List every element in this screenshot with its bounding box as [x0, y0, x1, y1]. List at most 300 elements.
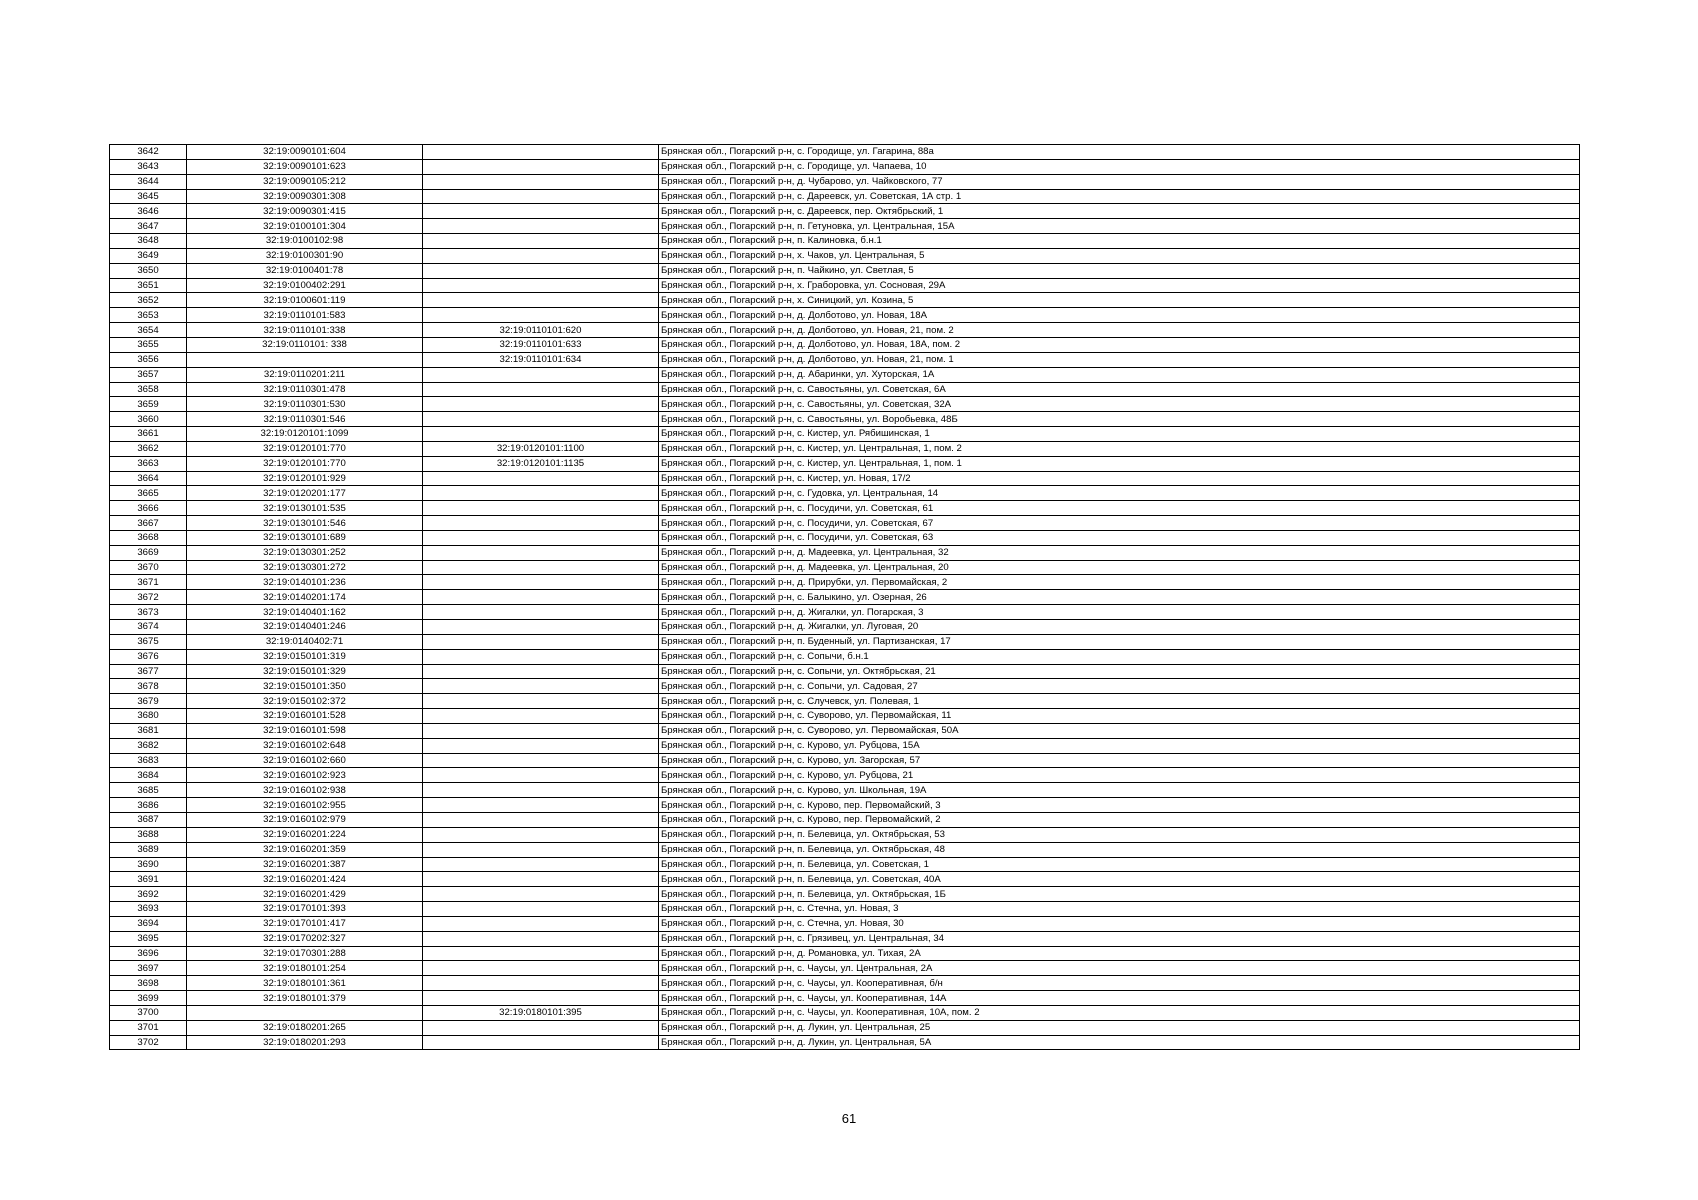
address-cell: Брянская обл., Погарский р-н, с. Дареевск, пер. Октябрьский, 1 — [659, 204, 1580, 219]
row-number-cell: 3674 — [110, 620, 187, 635]
object-number-cell — [423, 649, 659, 664]
address-cell: Брянская обл., Погарский р-н, с. Курово, пер. Первомайский, 3 — [659, 798, 1580, 813]
cadastral-number-cell: 32:19:0090101:623 — [187, 159, 423, 174]
address-cell: Брянская обл., Погарский р-н, п. Белевица, ул. Советская, 1 — [659, 857, 1580, 872]
row-number-cell: 3659 — [110, 397, 187, 412]
object-number-cell — [423, 219, 659, 234]
object-number-cell — [423, 976, 659, 991]
table-row — [110, 397, 1580, 412]
table-row — [110, 620, 1580, 635]
row-number-cell: 3664 — [110, 471, 187, 486]
address-cell: Брянская обл., Погарский р-н, с. Балыкино, ул. Озерная, 26 — [659, 590, 1580, 605]
cadastral-number-cell: 32:19:0150102:372 — [187, 694, 423, 709]
object-number-cell — [423, 872, 659, 887]
object-number-cell — [423, 545, 659, 560]
table-row — [110, 337, 1580, 352]
table-row — [110, 545, 1580, 560]
row-number-cell: 3655 — [110, 337, 187, 352]
object-number-cell — [423, 516, 659, 531]
address-cell: Брянская обл., Погарский р-н, с. Посудичи, ул. Советская, 63 — [659, 530, 1580, 545]
row-number-cell: 3679 — [110, 694, 187, 709]
table-row — [110, 634, 1580, 649]
cadastral-number-cell: 32:19:0180201:265 — [187, 1020, 423, 1035]
row-number-cell: 3676 — [110, 649, 187, 664]
address-cell: Брянская обл., Погарский р-н, с. Савостьяны, ул. Советская, 6А — [659, 382, 1580, 397]
address-cell: Брянская обл., Погарский р-н, п. Чайкино, ул. Светлая, 5 — [659, 263, 1580, 278]
cadastral-number-cell: 32:19:0130101:535 — [187, 501, 423, 516]
address-cell: Брянская обл., Погарский р-н, с. Грязивец, ул. Центральная, 34 — [659, 931, 1580, 946]
table-row — [110, 248, 1580, 263]
address-cell: Брянская обл., Погарский р-н, д. Долботово, ул. Новая, 18А, пом. 2 — [659, 337, 1580, 352]
address-cell: Брянская обл., Погарский р-н, п. Белевица, ул. Советская, 40А — [659, 872, 1580, 887]
cadastral-number-cell: 32:19:0100101:304 — [187, 219, 423, 234]
address-cell: Брянская обл., Погарский р-н, с. Чаусы, ул. Центральная, 2А — [659, 961, 1580, 976]
table-row — [110, 753, 1580, 768]
object-number-cell — [423, 946, 659, 961]
cadastral-number-cell: 32:19:0130101:689 — [187, 530, 423, 545]
address-cell: Брянская обл., Погарский р-н, с. Суворово, ул. Первомайская, 11 — [659, 709, 1580, 724]
table-row — [110, 694, 1580, 709]
table-row — [110, 738, 1580, 753]
row-number-cell: 3675 — [110, 634, 187, 649]
table-row — [110, 486, 1580, 501]
object-number-cell — [423, 827, 659, 842]
object-number-cell — [423, 412, 659, 427]
row-number-cell: 3687 — [110, 812, 187, 827]
object-number-cell: 32:19:0120101:1135 — [423, 456, 659, 471]
address-cell: Брянская обл., Погарский р-н, п. Калиновка, б.н.1 — [659, 234, 1580, 249]
cadastral-number-cell: 32:19:0160101:598 — [187, 723, 423, 738]
page-number: 61 — [841, 1111, 857, 1126]
object-number-cell — [423, 1020, 659, 1035]
row-number-cell: 3685 — [110, 783, 187, 798]
cadastral-number-cell: 32:19:0100601:119 — [187, 293, 423, 308]
address-cell: Брянская обл., Погарский р-н, д. Лукин, ул. Центральная, 25 — [659, 1020, 1580, 1035]
address-cell: Брянская обл., Погарский р-н, д. Романовка, ул. Тихая, 2А — [659, 946, 1580, 961]
object-number-cell: 32:19:0110101:634 — [423, 352, 659, 367]
row-number-cell: 3665 — [110, 486, 187, 501]
table-row — [110, 768, 1580, 783]
object-number-cell — [423, 590, 659, 605]
table-row — [110, 367, 1580, 382]
row-number-cell: 3701 — [110, 1020, 187, 1035]
table-row — [110, 709, 1580, 724]
row-number-cell: 3646 — [110, 204, 187, 219]
object-number-cell — [423, 204, 659, 219]
address-cell: Брянская обл., Погарский р-н, с. Чаусы, ул. Кооперативная, б/н — [659, 976, 1580, 991]
address-cell: Брянская обл., Погарский р-н, х. Синицкий, ул. Козина, 5 — [659, 293, 1580, 308]
cadastral-number-cell: 32:19:0160201:429 — [187, 887, 423, 902]
object-number-cell — [423, 857, 659, 872]
object-number-cell — [423, 486, 659, 501]
cadastral-number-cell: 32:19:0090105:212 — [187, 174, 423, 189]
cadastral-number-cell: 32:19:0160201:424 — [187, 872, 423, 887]
table-row — [110, 902, 1580, 917]
table-row — [110, 516, 1580, 531]
object-number-cell — [423, 575, 659, 590]
address-cell: Брянская обл., Погарский р-н, с. Сопычи, ул. Октябрьская, 21 — [659, 664, 1580, 679]
address-cell: Брянская обл., Погарский р-н, с. Чаусы, ул. Кооперативная, 14А — [659, 991, 1580, 1006]
cadastral-number-cell: 32:19:0170101:393 — [187, 902, 423, 917]
object-number-cell — [423, 397, 659, 412]
object-number-cell — [423, 189, 659, 204]
cadastral-number-cell: 32:19:0110101: 338 — [187, 337, 423, 352]
row-number-cell: 3649 — [110, 248, 187, 263]
object-number-cell: 32:19:0180101:395 — [423, 1005, 659, 1020]
table-row — [110, 219, 1580, 234]
address-cell: Брянская обл., Погарский р-н, с. Кистер, ул. Центральная, 1, пом. 2 — [659, 441, 1580, 456]
address-cell: Брянская обл., Погарский р-н, д. Мадеевка, ул. Центральная, 20 — [659, 560, 1580, 575]
row-number-cell: 3642 — [110, 145, 187, 160]
address-cell: Брянская обл., Погарский р-н, с. Курово, ул. Рубцова, 15А — [659, 738, 1580, 753]
cadastral-number-cell: 32:19:0110301:530 — [187, 397, 423, 412]
cadastral-number-cell: 32:19:0100301:90 — [187, 248, 423, 263]
cadastral-number-cell: 32:19:0180201:293 — [187, 1035, 423, 1050]
row-number-cell: 3654 — [110, 323, 187, 338]
table-row — [110, 783, 1580, 798]
address-cell: Брянская обл., Погарский р-н, с. Кистер, ул. Рябишинская, 1 — [659, 427, 1580, 442]
address-cell: Брянская обл., Погарский р-н, п. Гетуновка, ул. Центральная, 15А — [659, 219, 1580, 234]
row-number-cell: 3650 — [110, 263, 187, 278]
row-number-cell: 3645 — [110, 189, 187, 204]
address-cell: Брянская обл., Погарский р-н, с. Курово, пер. Первомайский, 2 — [659, 812, 1580, 827]
table-row — [110, 174, 1580, 189]
cadastral-number-cell: 32:19:0150101:319 — [187, 649, 423, 664]
table-row — [110, 664, 1580, 679]
address-cell: Брянская обл., Погарский р-н, д. Мадеевка, ул. Центральная, 32 — [659, 545, 1580, 560]
row-number-cell: 3651 — [110, 278, 187, 293]
object-number-cell — [423, 634, 659, 649]
object-number-cell — [423, 768, 659, 783]
table-row — [110, 427, 1580, 442]
table-row — [110, 887, 1580, 902]
cadastral-number-cell: 32:19:0160102:938 — [187, 783, 423, 798]
row-number-cell: 3688 — [110, 827, 187, 842]
row-number-cell: 3670 — [110, 560, 187, 575]
object-number-cell — [423, 174, 659, 189]
address-cell: Брянская обл., Погарский р-н, д. Долботово, ул. Новая, 18А — [659, 308, 1580, 323]
row-number-cell: 3648 — [110, 234, 187, 249]
address-cell: Брянская обл., Погарский р-н, д. Долботово, ул. Новая, 21, пом. 2 — [659, 323, 1580, 338]
cadastral-number-cell: 32:19:0160102:955 — [187, 798, 423, 813]
cadastral-number-cell: 32:19:0090301:308 — [187, 189, 423, 204]
table-row — [110, 471, 1580, 486]
cadastral-number-cell: 32:19:0100402:291 — [187, 278, 423, 293]
row-number-cell: 3698 — [110, 976, 187, 991]
cadastral-number-cell: 32:19:0170202:327 — [187, 931, 423, 946]
table-row — [110, 278, 1580, 293]
table-row — [110, 145, 1580, 160]
address-cell: Брянская обл., Погарский р-н, с. Курово, ул. Рубцова, 21 — [659, 768, 1580, 783]
table-row — [110, 323, 1580, 338]
cadastral-number-cell — [187, 1005, 423, 1020]
row-number-cell: 3683 — [110, 753, 187, 768]
object-number-cell — [423, 427, 659, 442]
cadastral-number-cell: 32:19:0110301:546 — [187, 412, 423, 427]
row-number-cell: 3669 — [110, 545, 187, 560]
cadastral-number-cell: 32:19:0110201:211 — [187, 367, 423, 382]
object-number-cell — [423, 367, 659, 382]
row-number-cell: 3656 — [110, 352, 187, 367]
cadastral-number-cell: 32:19:0100401:78 — [187, 263, 423, 278]
row-number-cell: 3672 — [110, 590, 187, 605]
address-cell: Брянская обл., Погарский р-н, с. Курово, ул. Школьная, 19А — [659, 783, 1580, 798]
cadastral-number-cell: 32:19:0130301:252 — [187, 545, 423, 560]
row-number-cell: 3691 — [110, 872, 187, 887]
table-row — [110, 1035, 1580, 1050]
row-number-cell: 3686 — [110, 798, 187, 813]
object-number-cell: 32:19:0120101:1100 — [423, 441, 659, 456]
object-number-cell — [423, 145, 659, 160]
object-number-cell — [423, 278, 659, 293]
cadastral-number-cell: 32:19:0160201:387 — [187, 857, 423, 872]
table-row — [110, 812, 1580, 827]
table-row — [110, 857, 1580, 872]
table-row — [110, 456, 1580, 471]
cadastral-number-cell: 32:19:0090301:415 — [187, 204, 423, 219]
table-row — [110, 1020, 1580, 1035]
table-row — [110, 991, 1580, 1006]
cadastral-number-cell: 32:19:0160102:923 — [187, 768, 423, 783]
cadastral-number-cell: 32:19:0140101:236 — [187, 575, 423, 590]
object-number-cell — [423, 783, 659, 798]
table-row — [110, 501, 1580, 516]
registry-table-body — [110, 145, 1580, 1050]
address-cell: Брянская обл., Погарский р-н, д. Абаринки, ул. Хуторская, 1А — [659, 367, 1580, 382]
address-cell: Брянская обл., Погарский р-н, п. Белевица, ул. Октябрьская, 1Б — [659, 887, 1580, 902]
object-number-cell — [423, 530, 659, 545]
table-row — [110, 352, 1580, 367]
object-number-cell — [423, 159, 659, 174]
table-row — [110, 916, 1580, 931]
cadastral-number-cell: 32:19:0110101:583 — [187, 308, 423, 323]
property-registry-table — [109, 144, 1580, 1050]
table-row — [110, 798, 1580, 813]
row-number-cell: 3700 — [110, 1005, 187, 1020]
cadastral-number-cell: 32:19:0170101:417 — [187, 916, 423, 931]
cadastral-number-cell: 32:19:0170301:288 — [187, 946, 423, 961]
address-cell: Брянская обл., Погарский р-н, х. Чаков, ул. Центральная, 5 — [659, 248, 1580, 263]
address-cell: Брянская обл., Погарский р-н, с. Савостьяны, ул. Советская, 32А — [659, 397, 1580, 412]
object-number-cell — [423, 931, 659, 946]
table-row — [110, 976, 1580, 991]
address-cell: Брянская обл., Погарский р-н, с. Посудичи, ул. Советская, 61 — [659, 501, 1580, 516]
row-number-cell: 3647 — [110, 219, 187, 234]
object-number-cell — [423, 263, 659, 278]
address-cell: Брянская обл., Погарский р-н, с. Курово, ул. Загорская, 57 — [659, 753, 1580, 768]
row-number-cell: 3661 — [110, 427, 187, 442]
table-row — [110, 530, 1580, 545]
table-row — [110, 263, 1580, 278]
cadastral-number-cell: 32:19:0140401:162 — [187, 605, 423, 620]
address-cell: Брянская обл., Погарский р-н, с. Стечна, ул. Новая, 30 — [659, 916, 1580, 931]
object-number-cell — [423, 382, 659, 397]
cadastral-number-cell: 32:19:0160201:224 — [187, 827, 423, 842]
address-cell: Брянская обл., Погарский р-н, с. Гудовка, ул. Центральная, 14 — [659, 486, 1580, 501]
cadastral-number-cell — [187, 352, 423, 367]
table-row — [110, 575, 1580, 590]
cadastral-number-cell: 32:19:0090101:604 — [187, 145, 423, 160]
cadastral-number-cell: 32:19:0140402:71 — [187, 634, 423, 649]
table-row — [110, 308, 1580, 323]
row-number-cell: 3673 — [110, 605, 187, 620]
object-number-cell — [423, 753, 659, 768]
cadastral-number-cell: 32:19:0120101:1099 — [187, 427, 423, 442]
table-row — [110, 234, 1580, 249]
cadastral-number-cell: 32:19:0120101:929 — [187, 471, 423, 486]
row-number-cell: 3660 — [110, 412, 187, 427]
object-number-cell — [423, 842, 659, 857]
table-row — [110, 382, 1580, 397]
address-cell: Брянская обл., Погарский р-н, с. Суворово, ул. Первомайская, 50А — [659, 723, 1580, 738]
row-number-cell: 3667 — [110, 516, 187, 531]
row-number-cell: 3663 — [110, 456, 187, 471]
row-number-cell: 3689 — [110, 842, 187, 857]
object-number-cell — [423, 234, 659, 249]
table-row — [110, 605, 1580, 620]
row-number-cell: 3690 — [110, 857, 187, 872]
address-cell: Брянская обл., Погарский р-н, д. Долботово, ул. Новая, 21, пом. 1 — [659, 352, 1580, 367]
address-cell: Брянская обл., Погарский р-н, д. Жигалки, ул. Погарская, 3 — [659, 605, 1580, 620]
address-cell: Брянская обл., Погарский р-н, с. Сопычи, ул. Садовая, 27 — [659, 679, 1580, 694]
row-number-cell: 3694 — [110, 916, 187, 931]
object-number-cell — [423, 471, 659, 486]
row-number-cell: 3657 — [110, 367, 187, 382]
row-number-cell: 3662 — [110, 441, 187, 456]
object-number-cell — [423, 679, 659, 694]
object-number-cell — [423, 812, 659, 827]
address-cell: Брянская обл., Погарский р-н, с. Кистер, ул. Новая, 17/2 — [659, 471, 1580, 486]
cadastral-number-cell: 32:19:0160101:528 — [187, 709, 423, 724]
row-number-cell: 3644 — [110, 174, 187, 189]
row-number-cell: 3684 — [110, 768, 187, 783]
table-row — [110, 946, 1580, 961]
address-cell: Брянская обл., Погарский р-н, с. Городище, ул. Гагарина, 88а — [659, 145, 1580, 160]
cadastral-number-cell: 32:19:0100102:98 — [187, 234, 423, 249]
object-number-cell — [423, 902, 659, 917]
cadastral-number-cell: 32:19:0130301:272 — [187, 560, 423, 575]
row-number-cell: 3653 — [110, 308, 187, 323]
row-number-cell: 3696 — [110, 946, 187, 961]
cadastral-number-cell: 32:19:0120201:177 — [187, 486, 423, 501]
object-number-cell — [423, 620, 659, 635]
address-cell: Брянская обл., Погарский р-н, д. Чубарово, ул. Чайковского, 77 — [659, 174, 1580, 189]
address-cell: Брянская обл., Погарский р-н, с. Кистер, ул. Центральная, 1, пом. 1 — [659, 456, 1580, 471]
row-number-cell: 3693 — [110, 902, 187, 917]
cadastral-number-cell: 32:19:0160201:359 — [187, 842, 423, 857]
table-row — [110, 723, 1580, 738]
cadastral-number-cell: 32:19:0110301:478 — [187, 382, 423, 397]
table-row — [110, 842, 1580, 857]
cadastral-number-cell: 32:19:0110101:338 — [187, 323, 423, 338]
table-row — [110, 1005, 1580, 1020]
address-cell: Брянская обл., Погарский р-н, с. Савостьяны, ул. Воробьевка, 48Б — [659, 412, 1580, 427]
object-number-cell — [423, 1035, 659, 1050]
address-cell: Брянская обл., Погарский р-н, п. Белевица, ул. Октябрьская, 53 — [659, 827, 1580, 842]
address-cell: Брянская обл., Погарский р-н, с. Чаусы, ул. Кооперативная, 10А, пом. 2 — [659, 1005, 1580, 1020]
row-number-cell: 3671 — [110, 575, 187, 590]
table-row — [110, 679, 1580, 694]
table-row — [110, 931, 1580, 946]
cadastral-number-cell: 32:19:0180101:379 — [187, 991, 423, 1006]
row-number-cell: 3682 — [110, 738, 187, 753]
object-number-cell — [423, 308, 659, 323]
table-row — [110, 827, 1580, 842]
cadastral-number-cell: 32:19:0120101:770 — [187, 456, 423, 471]
address-cell: Брянская обл., Погарский р-н, с. Стечна, ул. Новая, 3 — [659, 902, 1580, 917]
table-row — [110, 649, 1580, 664]
address-cell: Брянская обл., Погарский р-н, с. Посудичи, ул. Советская, 67 — [659, 516, 1580, 531]
object-number-cell — [423, 664, 659, 679]
row-number-cell: 3699 — [110, 991, 187, 1006]
table-row — [110, 412, 1580, 427]
row-number-cell: 3668 — [110, 530, 187, 545]
object-number-cell — [423, 738, 659, 753]
cadastral-number-cell: 32:19:0160102:648 — [187, 738, 423, 753]
row-number-cell: 3678 — [110, 679, 187, 694]
address-cell: Брянская обл., Погарский р-н, х. Граборовка, ул. Сосновая, 29А — [659, 278, 1580, 293]
table-row — [110, 590, 1580, 605]
row-number-cell: 3677 — [110, 664, 187, 679]
object-number-cell — [423, 887, 659, 902]
row-number-cell: 3680 — [110, 709, 187, 724]
address-cell: Брянская обл., Погарский р-н, с. Сопычи, б.н.1 — [659, 649, 1580, 664]
row-number-cell: 3643 — [110, 159, 187, 174]
object-number-cell — [423, 916, 659, 931]
object-number-cell — [423, 560, 659, 575]
table-row — [110, 872, 1580, 887]
table-row — [110, 961, 1580, 976]
address-cell: Брянская обл., Погарский р-н, п. Белевица, ул. Октябрьская, 48 — [659, 842, 1580, 857]
object-number-cell — [423, 248, 659, 263]
address-cell: Брянская обл., Погарский р-н, д. Лукин, ул. Центральная, 5А — [659, 1035, 1580, 1050]
cadastral-number-cell: 32:19:0140401:246 — [187, 620, 423, 635]
row-number-cell: 3681 — [110, 723, 187, 738]
table-row — [110, 189, 1580, 204]
cadastral-number-cell: 32:19:0160102:979 — [187, 812, 423, 827]
address-cell: Брянская обл., Погарский р-н, п. Буденный, ул. Партизанская, 17 — [659, 634, 1580, 649]
table-row — [110, 560, 1580, 575]
object-number-cell — [423, 961, 659, 976]
table-row — [110, 159, 1580, 174]
table-row — [110, 293, 1580, 308]
address-cell: Брянская обл., Погарский р-н, с. Городище, ул. Чапаева, 10 — [659, 159, 1580, 174]
object-number-cell — [423, 723, 659, 738]
table-row — [110, 204, 1580, 219]
cadastral-number-cell: 32:19:0150101:350 — [187, 679, 423, 694]
address-cell: Брянская обл., Погарский р-н, д. Жигалки, ул. Луговая, 20 — [659, 620, 1580, 635]
row-number-cell: 3692 — [110, 887, 187, 902]
object-number-cell — [423, 605, 659, 620]
row-number-cell: 3658 — [110, 382, 187, 397]
row-number-cell: 3652 — [110, 293, 187, 308]
object-number-cell: 32:19:0110101:620 — [423, 323, 659, 338]
cadastral-number-cell: 32:19:0120101:770 — [187, 441, 423, 456]
row-number-cell: 3666 — [110, 501, 187, 516]
object-number-cell — [423, 293, 659, 308]
address-cell: Брянская обл., Погарский р-н, д. Прирубки, ул. Первомайская, 2 — [659, 575, 1580, 590]
cadastral-number-cell: 32:19:0180101:254 — [187, 961, 423, 976]
object-number-cell — [423, 501, 659, 516]
cadastral-number-cell: 32:19:0180101:361 — [187, 976, 423, 991]
cadastral-number-cell: 32:19:0140201:174 — [187, 590, 423, 605]
row-number-cell: 3695 — [110, 931, 187, 946]
cadastral-number-cell: 32:19:0150101:329 — [187, 664, 423, 679]
row-number-cell: 3697 — [110, 961, 187, 976]
address-cell: Брянская обл., Погарский р-н, с. Случевск, ул. Полевая, 1 — [659, 694, 1580, 709]
cadastral-number-cell: 32:19:0160102:660 — [187, 753, 423, 768]
object-number-cell — [423, 798, 659, 813]
